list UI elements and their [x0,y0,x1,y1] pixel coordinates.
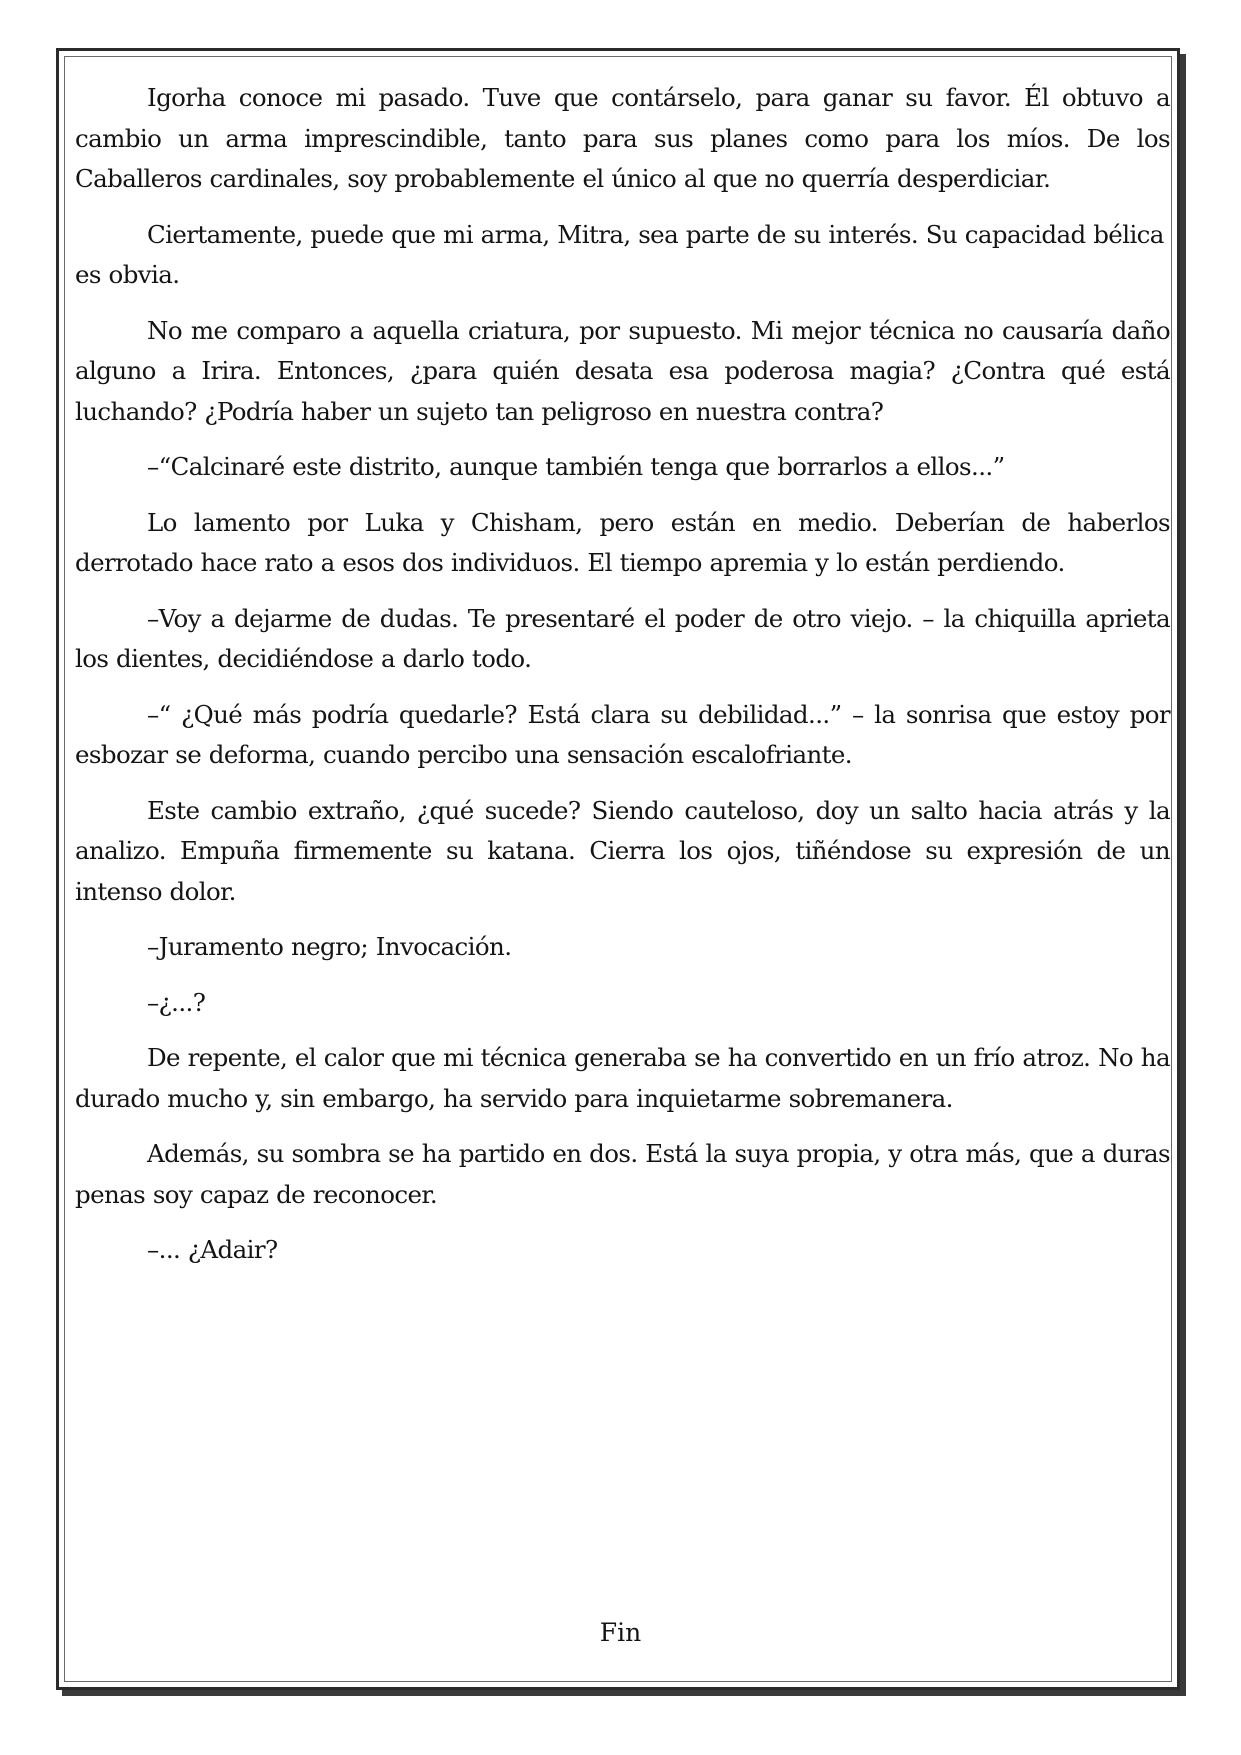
paragraph: No me comparo a aquella criatura, por supuesto. Mi mejor técnica no causaría daño alguno a Irira. Entonces, ¿para quién desata esa poderosa magia? ¿Contra qué está luchando? ¿Podría haber un sujeto tan peligroso en nuestra contra? [75,315,1170,426]
dialogue-line: –... ¿Adair? [147,1235,278,1264]
story-text [75,78,1170,1286]
paragraph: Igorha conoce mi pasado. Tuve que contárselo, para ganar su favor. Él obtuvo a cambio un arma imprescindible, tanto para sus planes como para los míos. De los Caballeros cardinales, soy probablemente el único al que no querría desperdiciar. [75,83,1170,193]
dialogue-line: –¿...? [147,987,206,1017]
dialogue-line: –Juramento negro; Invocación. [147,932,512,961]
dialogue-line: –“Calcinaré este distrito, aunque también tenga que borrarlos a ellos...” [147,452,1005,481]
paragraph: Además, su sombra se ha partido en dos. Está la suya propia, y otra más, que a duras penas soy capaz de reconocer. [75,1139,1170,1209]
paragraph: Lo lamento por Luka y Chisham, pero están en medio. Deberían de haberlos derrotado hace rato a esos dos individuos. El tiempo apremia y lo están perdiendo. [75,507,1170,577]
paragraph: Ciertamente, puede que mi arma, Mitra, sea parte de su interés. Su capacidad bélica es obvia. [75,219,1164,289]
end-label: Fin [599,1618,642,1647]
paragraph: De repente, el calor que mi técnica generaba se ha convertido en un frío atroz. No ha durado mucho y, sin embargo, ha servido para inquietarme sobremanera. [75,1043,1170,1113]
paragraph: Este cambio extraño, ¿qué sucede? Siendo cauteloso, doy un salto hacia atrás y la analizo. Empuña firmemente su katana. Cierra los ojos, tiñéndose su expresión de un intenso dolor. [75,795,1170,906]
dialogue-line: –Voy a dejarme de dudas. Te presentaré el poder de otro viejo. – la chiquilla aprieta los dientes, decidiéndose a darlo todo. [75,603,1170,673]
dialogue-line: –“ ¿Qué más podría quedarle? Está clara su debilidad...” – la sonrisa que estoy por esbozar se deforma, cuando percibo una sensación escalofriante. [75,699,1170,769]
